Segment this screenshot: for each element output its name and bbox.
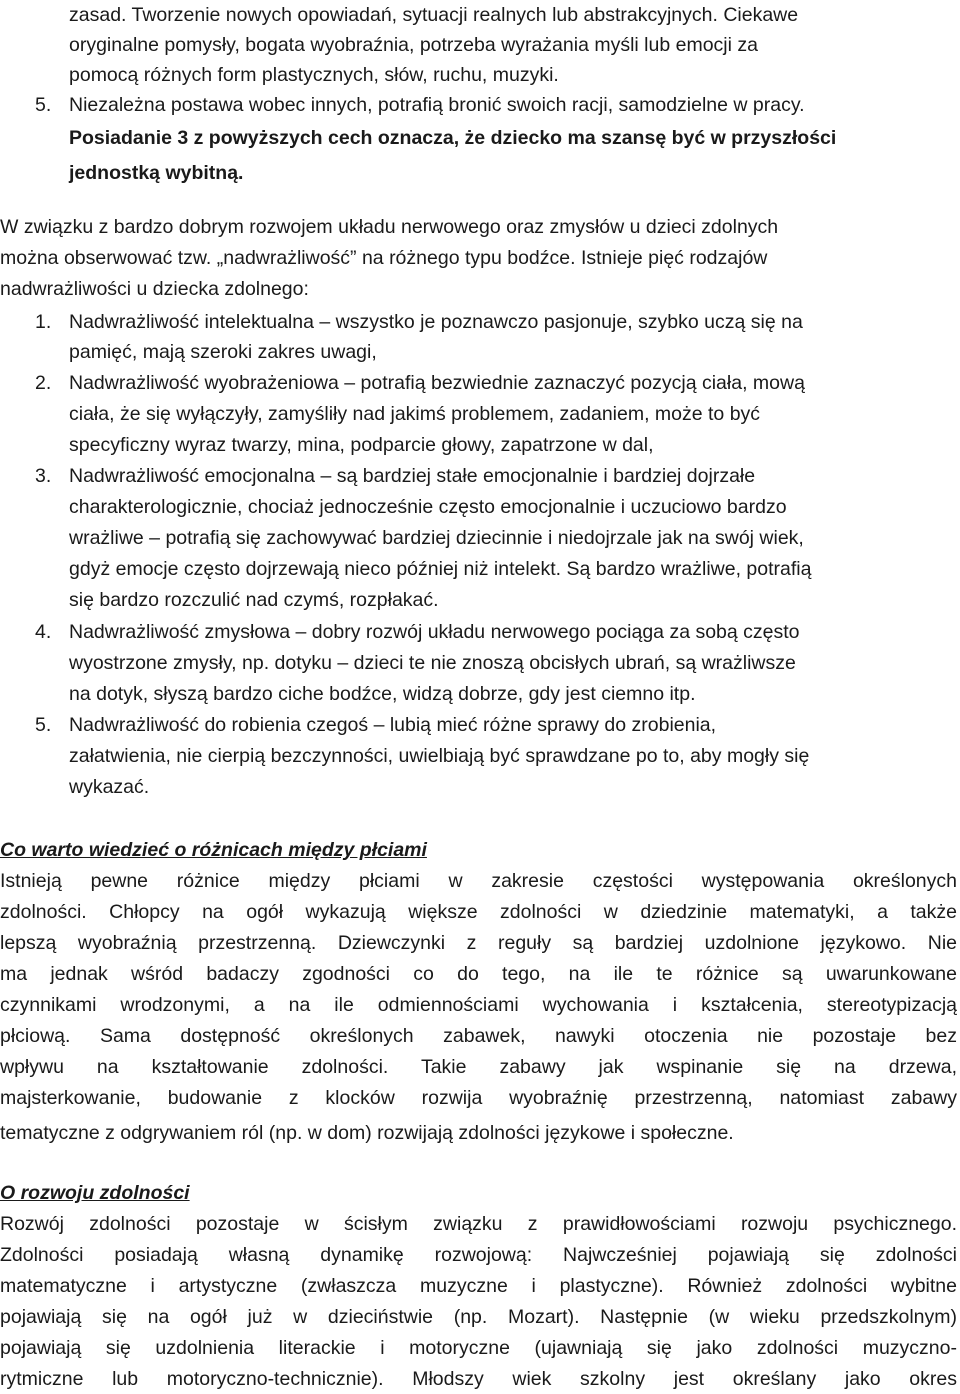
sensitivity-paragraph-line-2: można obserwować tzw. „nadwrażliwość” na różnego typu bodźce. Istnieje pięć rodzajów: [0, 247, 768, 269]
list-item-line: charakterologicznie, chociaż jednocześnie często emocjonalnie i uczuciowo bardzo: [69, 496, 787, 518]
section-heading-gender: Co warto wiedzieć o różnicach między płciami: [0, 839, 427, 861]
list-item-line: wrażliwe – potrafią się zachowywać bardziej dziecinnie i niedojrzale jak na swój wiek,: [69, 527, 804, 549]
list-item-line: Nadwrażliwość wyobrażeniowa – potrafią bezwiednie zaznaczyć pozycją ciała, mową: [69, 372, 805, 394]
gender-paragraph-line: lepszą wyobraźnią przestrzenną. Dziewczynki z reguły są bardziej uzdolnione językowo. Nie: [0, 932, 957, 954]
list-item-line: ciała, że się wyłączyły, zamyśliły nad jakimś problemem, zadaniem, może to być: [69, 403, 761, 425]
gender-paragraph-line: wpływu na kształtowanie zdolności. Takie zabawy jak wspinanie się na drzewa,: [0, 1056, 957, 1078]
list-item-number: 4.: [35, 621, 52, 643]
development-paragraph-line: pojawiają się na ogół już w dzieciństwie (np. Mozart). Następnie (w wieku przedszkolnym): [0, 1306, 957, 1328]
list-item-line: Nadwrażliwość zmysłowa – dobry rozwój układu nerwowego pociąga za sobą często: [69, 621, 800, 643]
item-5-text: Niezależna postawa wobec innych, potrafią bronić swoich racji, samodzielne w pracy.: [69, 94, 805, 116]
bold-summary-line-2: jednostką wybitną.: [69, 162, 244, 184]
gender-paragraph-line: Istnieją pewne różnice między płciami w zakresie częstości występowania określonych: [0, 870, 957, 892]
list-item-line: Nadwrażliwość intelektualna – wszystko je poznawczo pasjonuje, szybko uczą się na: [69, 311, 803, 333]
intro-line-3: pomocą różnych form plastycznych, słów, ruchu, muzyki.: [69, 64, 559, 86]
list-item-line: się bardzo rozczulić nad czymś, rozpłakać.: [69, 589, 439, 611]
list-item-line: załatwienia, nie cierpią bezczynności, uwielbiają być sprawdzane po to, aby mogły się: [69, 745, 810, 767]
list-item-line: specyficzny wyraz twarzy, mina, podparcie głowy, zapatrzone w dal,: [69, 434, 654, 456]
gender-paragraph-line: ma jednak wśród badaczy zgodności co do tego, na ile te różnice są uwarunkowane: [0, 963, 957, 985]
list-item-number: 2.: [35, 372, 52, 394]
intro-line-2: oryginalne pomysły, bogata wyobraźnia, potrzeba wyrażania myśli lub emocji za: [69, 34, 758, 56]
gender-paragraph-line: zdolności. Chłopcy na ogół wykazują większe zdolności w dziedzinie matematyki, a także: [0, 901, 957, 923]
gender-paragraph-line: tematyczne z odgrywaniem ról (np. w dom) rozwijają zdolności językowe i społeczne.: [0, 1122, 734, 1144]
development-paragraph-line: Zdolności posiadają własną dynamikę rozwojową: Najwcześniej pojawiają się zdolności: [0, 1244, 957, 1266]
list-item-line: na dotyk, słyszą bardzo ciche bodźce, widzą dobrze, gdy jest ciemno itp.: [69, 683, 696, 705]
list-item-line: Nadwrażliwość do robienia czegoś – lubią mieć różne sprawy do zrobienia,: [69, 714, 717, 736]
list-item-number: 1.: [35, 311, 52, 333]
list-item-number: 3.: [35, 465, 52, 487]
list-item-number: 5.: [35, 714, 52, 736]
gender-paragraph-line: płciową. Sama dostępność określonych zabawek, nawyki otoczenia nie pozostaje bez: [0, 1025, 957, 1047]
development-paragraph-line: rytmiczne lub motoryczno-technicznie). Młodszy wiek szkolny jest określany jako okres: [0, 1368, 957, 1390]
development-paragraph-line: matematyczne i artystyczne (zwłaszcza muzyczne i plastyczne). Również zdolności wybitne: [0, 1275, 957, 1297]
bold-summary-line-1: Posiadanie 3 z powyższych cech oznacza, że dziecko ma szansę być w przyszłości: [69, 127, 837, 149]
item-5-number: 5.: [35, 94, 52, 116]
list-item-line: Nadwrażliwość emocjonalna – są bardziej stałe emocjonalnie i bardziej dojrzałe: [69, 465, 756, 487]
section-heading-development: O rozwoju zdolności: [0, 1182, 190, 1204]
sensitivity-paragraph-line-3: nadwrażliwości u dziecka zdolnego:: [0, 278, 309, 300]
development-paragraph-line: pojawiają się uzdolnienia literackie i motoryczne (ujawniają się jako zdolności muzyczno-: [0, 1337, 957, 1359]
list-item-line: wyostrzone zmysły, np. dotyku – dzieci te nie znoszą obcisłych ubrań, są wrażliwsze: [69, 652, 796, 674]
gender-paragraph-line: czynnikami wrodzonymi, a na ile odmiennościami wychowania i kształcenia, stereotypizacją: [0, 994, 957, 1016]
sensitivity-paragraph-line-1: W związku z bardzo dobrym rozwojem układu nerwowego oraz zmysłów u dzieci zdolnych: [0, 216, 779, 238]
list-item-line: gdyż emocje często dojrzewają nieco później niż intelekt. Są bardzo wrażliwe, potrafią: [69, 558, 812, 580]
development-paragraph-line: Rozwój zdolności pozostaje w ścisłym związku z prawidłowościami rozwoju psychicznego.: [0, 1213, 957, 1235]
gender-paragraph-line: majsterkowanie, budowanie z klocków rozwija wyobraźnię przestrzenną, natomiast zabawy: [0, 1087, 957, 1109]
list-item-line: pamięć, mają szeroki zakres uwagi,: [69, 341, 377, 363]
intro-line-1: zasad. Tworzenie nowych opowiadań, sytuacji realnych lub abstrakcyjnych. Ciekawe: [69, 4, 799, 26]
list-item-line: wykazać.: [69, 776, 150, 798]
